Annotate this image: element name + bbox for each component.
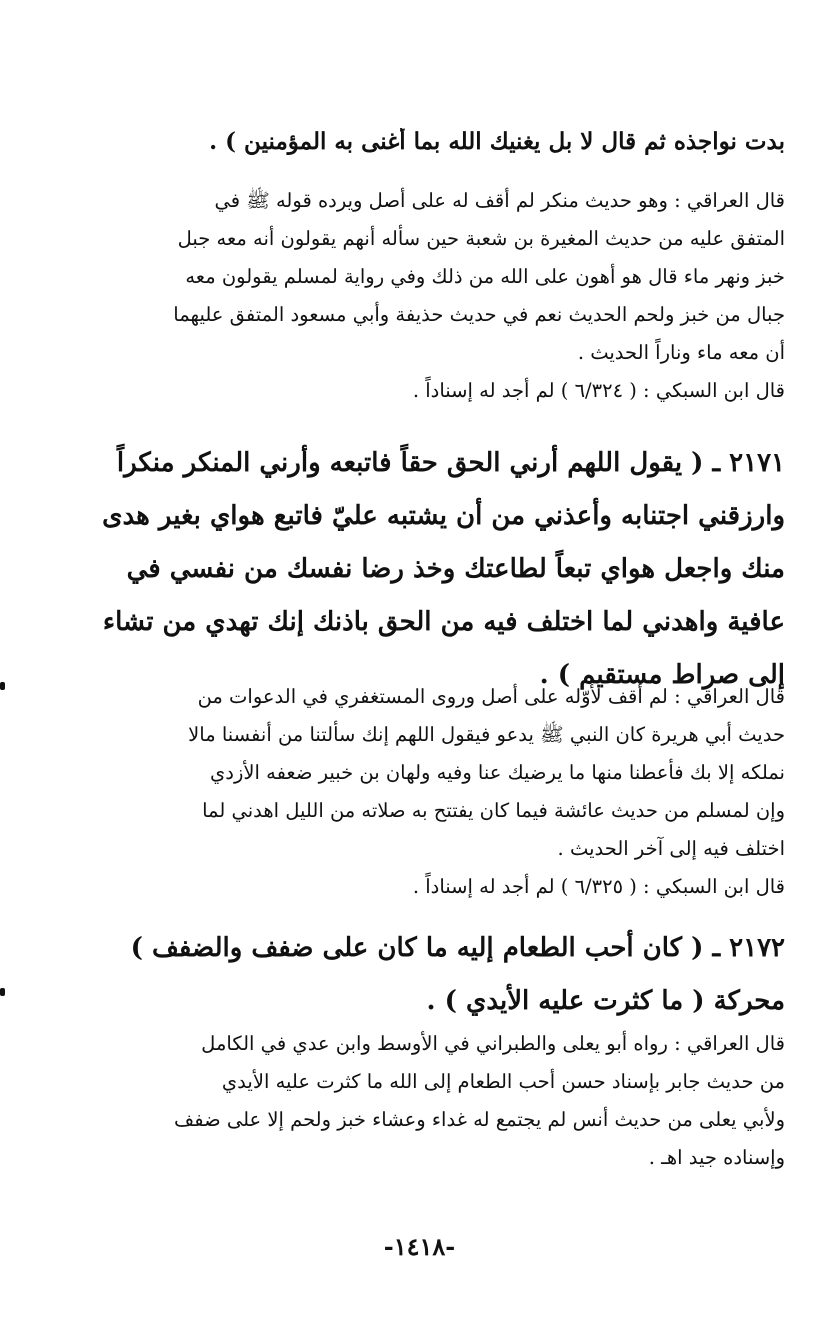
text-line: حديث أبي هريرة كان النبي ﷺ يدعو فيقول اللهم إنك سألتنا من أنفسنا مالا (188, 723, 785, 746)
subki-note: قال ابن السبكي : ( ٦/٣٢٥ ) لم أجد له إسناداً . (412, 875, 785, 898)
text-line: قال العراقي : وهو حديث منكر لم أقف له على أصل ويرده قوله ﷺ في (214, 189, 785, 212)
iraqi-commentary-2 (95, 678, 785, 906)
text-line: أن معه ماء وناراً الحديث . (577, 341, 785, 364)
iraqi-commentary-3 (95, 1025, 785, 1177)
hadith-line: ٢١٧١ ـ ( يقول اللهم أرني الحق حقاً فاتبعه وأرني المنكر منكراً (116, 448, 785, 478)
text-line: جبال من خبز ولحم الحديث نعم في حديث حذيفة وأبي مسعود المتفق عليهما (173, 303, 785, 326)
text-line: اختلف فيه إلى آخر الحديث . (557, 837, 785, 860)
hadith-line: إلى صراط مستقيم ) . (539, 660, 785, 690)
text-line: بدت نواجذه ثم قال لا بل يغنيك الله بما أغنى به المؤمنين ) . (209, 128, 785, 155)
hadith-2171 (95, 437, 785, 702)
scan-edge-mark (0, 988, 5, 996)
hadith-line: ٢١٧٢ ـ ( كان أحب الطعام إليه ما كان على ضفف والضفف ) (130, 933, 785, 963)
text-line: نملكه إلا بك فأعطنا منها ما يرضيك عنا وفيه ولهان بن خبير ضعفه الأزدي (210, 761, 785, 784)
text-line: قال العراقي : لم أقف لأوّله على أصل وروى المستغفري في الدعوات من (197, 685, 785, 708)
hadith-2172 (95, 922, 785, 1028)
text-line: وإسناده جيد اهـ . (648, 1146, 785, 1169)
hadith-line: عافية واهدني لما اختلف فيه من الحق باذنك إنك تهدي من تشاء (102, 607, 785, 637)
page-number: -١٤١٨- (383, 1232, 456, 1261)
text-line: قال العراقي : رواه أبو يعلى والطبراني في الأوسط وابن عدي في الكامل (201, 1032, 785, 1055)
opening-line (95, 128, 785, 155)
iraqi-commentary-1 (95, 182, 785, 410)
hadith-line: منك واجعل هواي تبعاً لطاعتك وخذ رضا نفسك من نفسي في (126, 554, 785, 584)
hadith-line: وارزقني اجتنابه وأعذني من أن يشتبه عليّ فاتبع هواي بغير هدى (102, 501, 785, 531)
hadith-line: محركة ( ما كثرت عليه الأيدي ) . (426, 986, 785, 1016)
scan-edge-mark (0, 682, 5, 690)
text-line: خبز ونهر ماء قال هو أهون على الله من ذلك وفي رواية لمسلم يقولون معه (185, 265, 785, 288)
text-line: ولأبي يعلى من حديث أنس لم يجتمع له غداء وعشاء خبز ولحم إلا على ضفف (174, 1108, 785, 1131)
text-line: وإن لمسلم من حديث عائشة فيما كان يفتتح به صلاته من الليل اهدني لما (202, 799, 785, 822)
text-line: المتفق عليه من حديث المغيرة بن شعبة حين سأله أنهم يقولون أنه معه جبل (177, 227, 785, 250)
text-line: من حديث جابر بإسناد حسن أحب الطعام إلى الله ما كثرت عليه الأيدي (221, 1070, 785, 1093)
subki-note: قال ابن السبكي : ( ٦/٣٢٤ ) لم أجد له إسناداً . (412, 379, 785, 402)
